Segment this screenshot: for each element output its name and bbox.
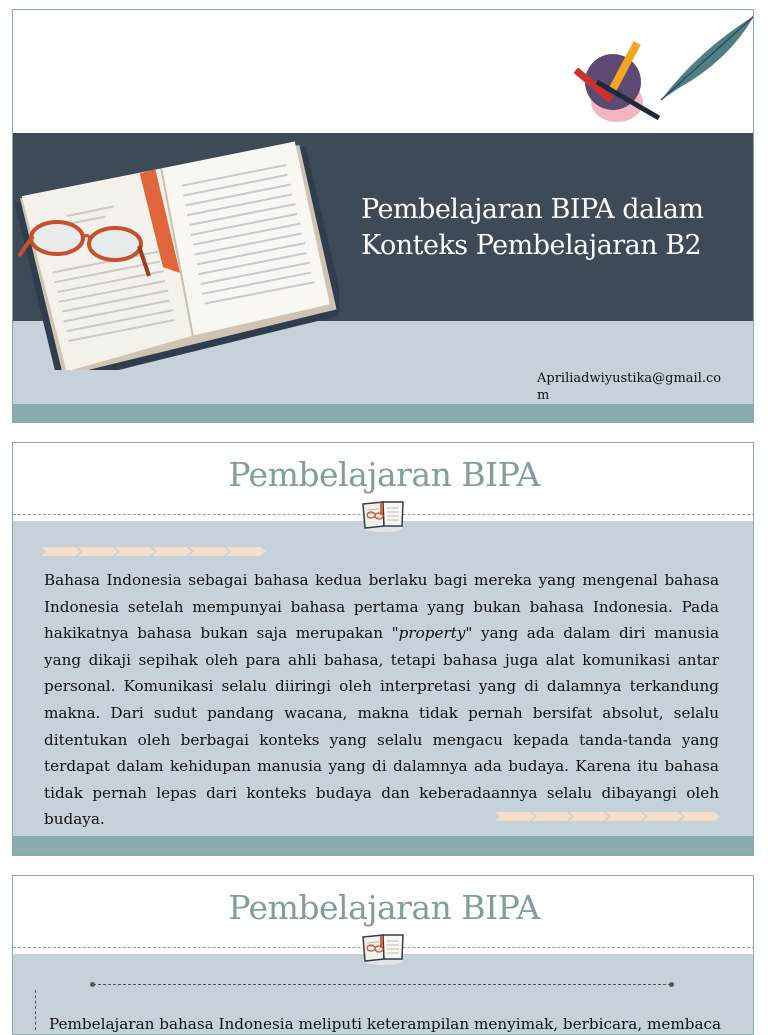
decorative-chevrons-top: [41, 547, 263, 556]
title-line-1: Pembelajaran BIPA dalam: [361, 194, 704, 225]
presentation-title: [361, 192, 741, 264]
paragraph-text-end: " yang ada dalam diri manusia yang dikaji sepihak oleh para ahli bahasa, tetapi bahasa juga alat komunikasi antar personal. Komunikasi selalu diiringi oleh interpretasi yang di dalamnya terkandung makna. Dari sudut pandang wacana, makna tidak pernah bersifat absolut, selalu ditentukan oleh berbagai konteks yang selalu mengacu kepada tanda-tanda yang terdapat dalam kehidupan manusia yang di dalamnya ada budaya. Karena itu bahasa tidak pernah lepas dari konteks budaya dan keberadaannya selalu dibayangi oleh budaya.: [44, 624, 719, 829]
paragraph-italic-term: property: [398, 624, 466, 643]
decorative-vertical-line: [35, 990, 36, 1030]
title-slide: [12, 9, 754, 423]
author-email: Apriliadwiyustika@gmail.com: [537, 371, 722, 403]
footer-band: [13, 836, 754, 856]
slide-heading: Pembelajaran BIPA: [228, 888, 540, 927]
body-paragraph: [44, 567, 719, 833]
book-icon: [360, 931, 406, 965]
paragraph-text-start: Bahasa Indonesia sebagai bahasa kedua berlaku bagi mereka yang mengenal bahasa Indonesia setelah mempunyai bahasa pertama yang bukan bahasa Indonesia. Pada hakikatnya bahasa bukan saja merupakan ": [44, 571, 719, 643]
content-slide-1: [12, 442, 754, 856]
open-book-illustration: [12, 106, 339, 370]
book-icon: [360, 498, 406, 532]
decorative-chevrons-bottom: [495, 812, 717, 821]
title-line-2: Konteks Pembelajaran B2: [361, 230, 702, 261]
footer-band: [13, 404, 754, 423]
decorative-dotted-line: [93, 984, 671, 985]
pencil-cup-and-quill-icon: [569, 10, 754, 130]
content-slide-2: [12, 875, 754, 1035]
slide-heading: Pembelajaran BIPA: [228, 455, 540, 494]
body-paragraph: Pembelajaran bahasa Indonesia meliputi keterampilan menyimak, berbicara, membaca: [49, 1015, 722, 1033]
